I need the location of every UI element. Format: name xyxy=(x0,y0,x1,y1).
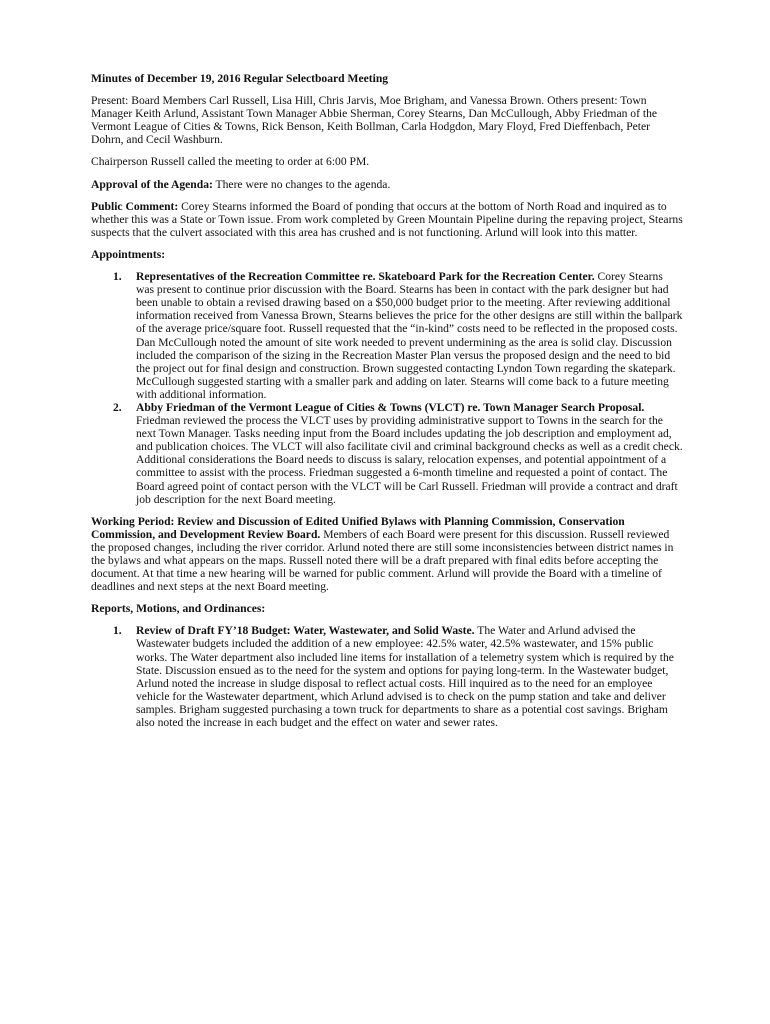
appointment-item-skatepark xyxy=(91,270,683,401)
call-to-order-paragraph: Chairperson Russell called the meeting to order at 6:00 PM. xyxy=(91,155,370,169)
list-number: 1. xyxy=(113,624,122,638)
reports-heading: Reports, Motions, and Ordinances: xyxy=(91,602,266,616)
appointment-title: Representatives of the Recreation Committee re. Skateboard Park for the Recreation Center. xyxy=(136,270,595,284)
agenda-text: There were no changes to the agenda. xyxy=(212,177,391,191)
appointment-text: Friedman reviewed the process the VLCT uses by providing administrative support to Towns in the search for the next Town Manager. Tasks needing input from the Board includes updating the job description and employment ad, and publication choices. The VLCT will also facilitate civil and criminal background checks as well as a credit check. Additional considerations the Board needs to discuss is salary, relocation expenses, and potential appointment of a committee to assist with the process. Friedman suggested a 6-month timeline and requested a point of contact. The Board agreed point of contact person with the VLCT will be Carl Russell. Friedman will provide a contract and draft job description for the next Board meeting. xyxy=(136,414,683,506)
appointment-item-vlct xyxy=(91,401,683,506)
public-comment-text: Corey Stearns informed the Board of ponding that occurs at the bottom of North Road and inquired as to whether this was a State or Town issue. From work completed by Green Mountain Pipeline during the repaving project, Stearns suspects that the culvert associated with this area has crushed and is not functioning. Arlund will look into this matter. xyxy=(91,199,683,239)
minutes-document xyxy=(91,72,683,738)
public-comment-heading: Public Comment: xyxy=(91,199,179,213)
appointments-heading: Appointments: xyxy=(91,247,166,261)
working-period-text: Members of each Board were present for this discussion. Russell reviewed the proposed changes, including the river corridor. Arlund noted there are still some inconsistencies between district names in the bylaws and what appears on the maps. Russell noted there will be a draft prepared with final edits before accepting the document. At that time a new hearing will be warned for public comment. Arlund will provide the Board with a timeline of deadlines and next steps at the next Board meeting. xyxy=(91,527,674,594)
document-title: Minutes of December 19, 2016 Regular Selectboard Meeting xyxy=(91,72,389,85)
appointment-title: Abby Friedman of the Vermont League of Cities & Towns (VLCT) re. Town Manager Search Proposal. xyxy=(136,400,645,414)
public-comment-paragraph xyxy=(91,200,683,239)
appointments-list xyxy=(91,270,683,506)
report-title: Review of Draft FY’18 Budget: Water, Wastewater, and Solid Waste. xyxy=(136,624,475,638)
attendance-paragraph: Present: Board Members Carl Russell, Lisa Hill, Chris Jarvis, Moe Brigham, and Vanessa Brown. Others present: Town Manager Keith Arlund, Assistant Town Manager Abbie Sherman, Corey Stearns, Dan McCullough, Abby Friedman of the Vermont League of Cities & Towns, Rick Benson, Keith Bollman, Carla Hodgdon, Mary Floyd, Fred Dieffenbach, Peter Dohrn, and Cecil Washburn. xyxy=(91,94,658,147)
list-number: 2. xyxy=(113,400,122,414)
appointment-text: Corey Stearns was present to continue prior discussion with the Board. Stearns has been in contact with the park designer but had been unable to obtain a revised drawing based on a $50,000 budget prior to the meeting. After reviewing additional information received from Vanessa Brown, Stearns believes the price for the other designs are still within the ballpark of the average price/square foot. Russell requested that the “in-kind” costs need to be reflected in the proposed costs. Dan McCullough noted the amount of site work needed to prevent undermining as the area is solid clay. Discussion included the comparison of the sizing in the Recreation Master Plan versus the proposed design and the need to bid the project out for final design and construction. Brown suggested contacting Lyndon Town regarding the skatepark. McCullough suggested starting with a smaller park and adding on later. Stearns will come back to a future meeting with additional information. xyxy=(136,270,683,401)
reports-list xyxy=(91,624,683,729)
working-period-heading: Working Period: Review and Discussion of Edited Unified Bylaws with Planning Commission, Conservation Commission, and Development Review Board. xyxy=(91,514,625,541)
working-period-paragraph xyxy=(91,515,683,594)
report-text: The Water and Arlund advised the Wastewater budgets included the addition of a new employee: 42.5% water, 42.5% wastewater, and 15% public works. The Water department also included line items for installation of a telemetry system which is required by the State. Discussion ensued as to the need for the system and options for paying long-term. In the Wastewater budget, Arlund noted the increase in sludge disposal to reflect actual costs. Hill inquired as to the need for an employee vehicle for the Wastewater department, which Arlund advised is to check on the pump station and take and deliver samples. Brigham suggested purchasing a town truck for departments to share as a potential cost savings. Brigham also noted the increase in each budget and the effect on water and sewer rates. xyxy=(136,624,674,730)
agenda-heading: Approval of the Agenda: xyxy=(91,177,213,191)
report-item-budget xyxy=(91,624,683,729)
list-number: 1. xyxy=(113,270,122,284)
agenda-paragraph xyxy=(91,178,683,191)
